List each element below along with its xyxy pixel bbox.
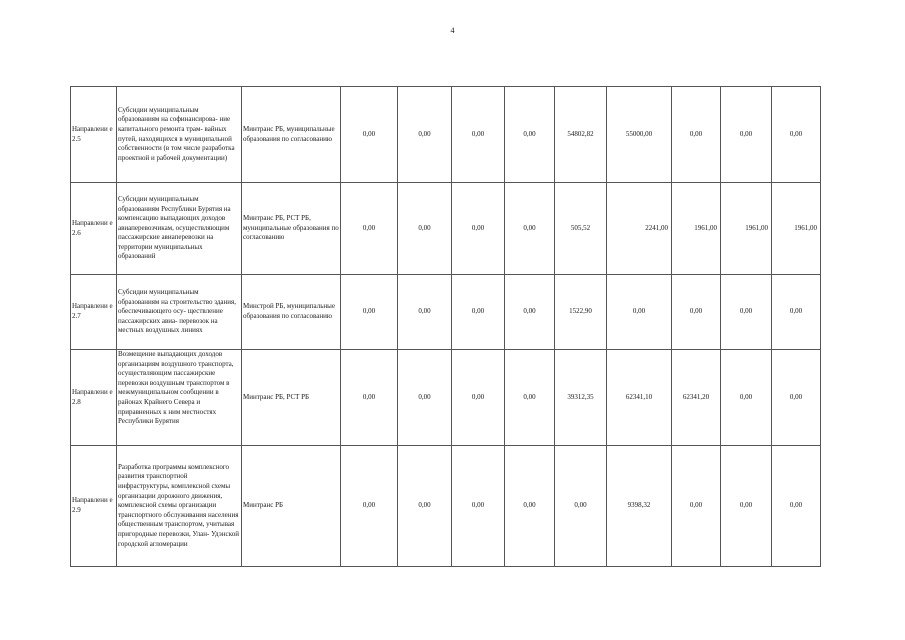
- value-cell: 0,00: [341, 183, 398, 275]
- value-cell: 62341,10: [607, 350, 672, 446]
- table-row: [71, 183, 821, 275]
- value-cell: 0,00: [452, 87, 505, 183]
- executor: Минтранс РБ, РСТ РБ, муниципальные образования по согласованию: [242, 183, 341, 275]
- value-cell: 1961,00: [721, 183, 772, 275]
- value-cell: 0,00: [398, 446, 452, 567]
- table-row: [71, 446, 821, 567]
- direction-id: Направлени е 2.8: [71, 350, 117, 446]
- value-cell: 39312,35: [555, 350, 607, 446]
- value-cell: 0,00: [452, 446, 505, 567]
- value-cell: 0,00: [398, 350, 452, 446]
- value-cell: 0,00: [772, 87, 821, 183]
- table-row: [71, 350, 821, 446]
- value-cell: 0,00: [341, 275, 398, 350]
- value-cell: 0,00: [721, 446, 772, 567]
- executor: Минстрой РБ, муниципальные образования по согласованию: [242, 275, 341, 350]
- value-cell: 0,00: [341, 87, 398, 183]
- measure-name-cell: [117, 350, 242, 446]
- value-cell: 0,00: [505, 87, 555, 183]
- measure-name: Субсидии муниципальным образованиям Республики Бурятия на компенсацию выпадающих доходов авиаперевозчикам, осуществляющим пассажирские авиаперевозки на территории муниципальных образований: [117, 183, 242, 275]
- executor: Минтранс РБ: [242, 446, 341, 567]
- value-cell: 0,00: [452, 275, 505, 350]
- value-cell: 0,00: [672, 275, 721, 350]
- value-cell: 0,00: [721, 350, 772, 446]
- value-cell: 0,00: [772, 275, 821, 350]
- value-cell: 0,00: [672, 446, 721, 567]
- direction-id: Направлени е 2.5: [71, 87, 117, 183]
- direction-id: Направлени е 2.9: [71, 446, 117, 567]
- value-cell: 0,00: [607, 275, 672, 350]
- direction-id: Направлени е 2.6: [71, 183, 117, 275]
- value-cell: 0,00: [341, 350, 398, 446]
- measure-name: Разработка программы комплексного развития транспортной инфраструктуры, комплексной схемы организации дорожного движения, комплексной схемы организации транспортного обслуживания населения общественным транспортом, учитывая пригородные перевозки, Улан- Удэнской городской агломерации: [117, 446, 242, 567]
- value-cell: 1522,90: [555, 275, 607, 350]
- value-cell: 0,00: [672, 87, 721, 183]
- value-cell: 0,00: [721, 87, 772, 183]
- executor: Минтранс РБ, РСТ РБ: [242, 350, 341, 446]
- value-cell: 9398,32: [607, 446, 672, 567]
- value-cell: 2241,00: [607, 183, 672, 275]
- table-row: [71, 275, 821, 350]
- value-cell: 1961,00: [672, 183, 721, 275]
- measure-name: Возмещение выпадающих доходов организациям воздушного транспорта, осуществляющим пассажирские перевозки воздушным транспортом в межмуниципальном сообщении в районах Крайнего Севера и приравненных к ним местностях Республики Бурятия: [118, 350, 234, 426]
- value-cell: 0,00: [721, 275, 772, 350]
- value-cell: 62341,20: [672, 350, 721, 446]
- value-cell: 0,00: [398, 87, 452, 183]
- value-cell: 1961,00: [772, 183, 821, 275]
- value-cell: 0,00: [555, 446, 607, 567]
- value-cell: 55000,00: [607, 87, 672, 183]
- table-row: [71, 87, 821, 183]
- direction-id: Направлени е 2.7: [71, 275, 117, 350]
- measure-name: Субсидии муниципальным образованиям на строительство здания, обеспечивающего осу- ществление пассажирских авиа- перевозок на местных воздушных линиях: [117, 275, 242, 350]
- value-cell: 505,52: [555, 183, 607, 275]
- value-cell: 0,00: [452, 183, 505, 275]
- value-cell: 0,00: [505, 350, 555, 446]
- measure-name: Субсидии муниципальным образованиям на софинансирова- ние капитального ремонта трам- вайных путей, находящихся в муниципальной собственности (в том числе разработка проектной и рабочей документации): [117, 87, 242, 183]
- value-cell: 0,00: [505, 183, 555, 275]
- executor: Минтранс РБ, муниципальные образования по согласованию: [242, 87, 341, 183]
- value-cell: 0,00: [772, 446, 821, 567]
- value-cell: 0,00: [772, 350, 821, 446]
- value-cell: 0,00: [452, 350, 505, 446]
- value-cell: 0,00: [398, 183, 452, 275]
- budget-table: [70, 86, 821, 567]
- value-cell: 0,00: [505, 275, 555, 350]
- value-cell: 0,00: [398, 275, 452, 350]
- value-cell: 0,00: [505, 446, 555, 567]
- page-number: 4: [450, 26, 455, 35]
- value-cell: 54802,82: [555, 87, 607, 183]
- value-cell: 0,00: [341, 446, 398, 567]
